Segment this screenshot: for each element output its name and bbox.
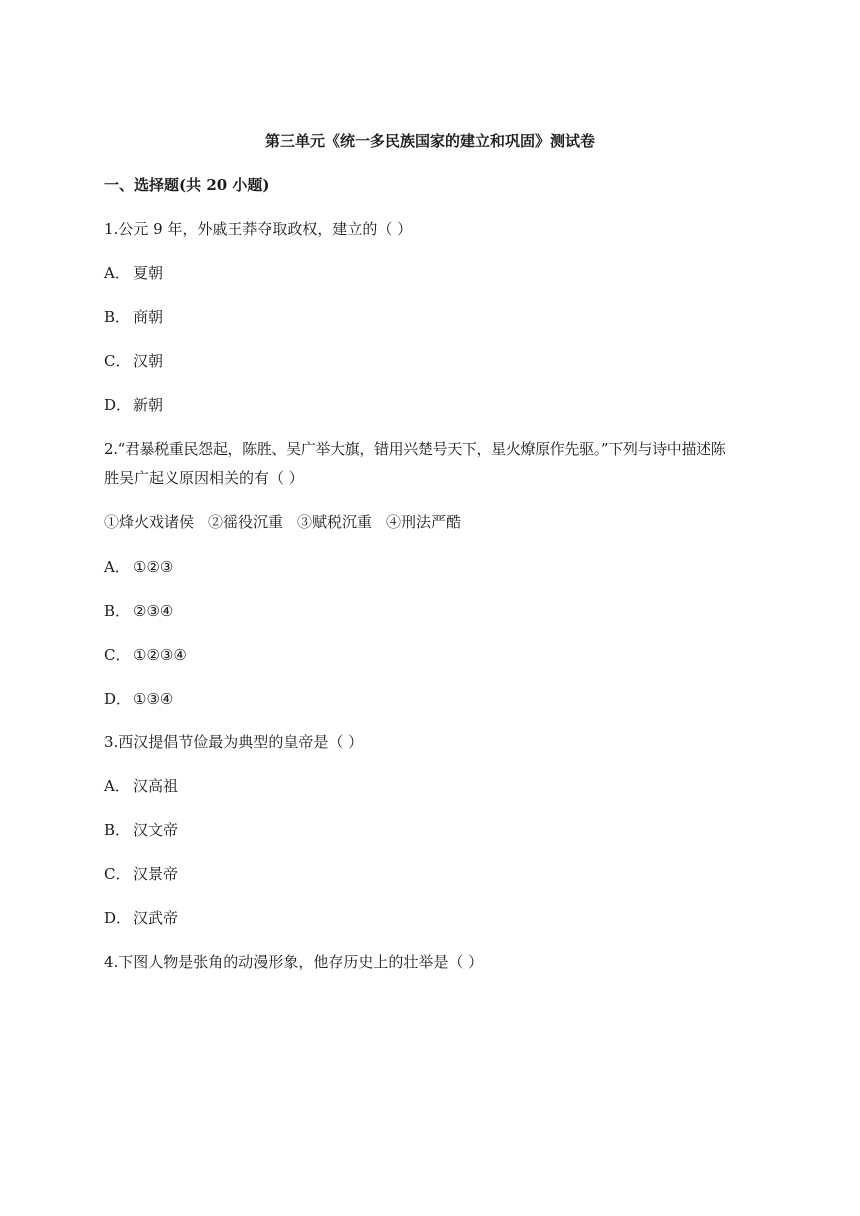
option-letter: A． bbox=[104, 558, 130, 576]
option-letter: A． bbox=[104, 264, 130, 282]
question-2-stem-line-1: 2.“君暴税重民怨起，陈胜、吴广举大旗，错用兴楚号天下，星火燎原作先驱。”下列与诗中描述陈 bbox=[104, 440, 726, 458]
question-4-stem: 4.下图人物是张角的动漫形象，他存历史上的壮举是（ ） bbox=[104, 953, 484, 971]
option-text: 汉高祖 bbox=[133, 777, 179, 795]
question-2-stem-line-2: 胜吴广起义原因相关的有（ ） bbox=[104, 469, 304, 487]
question-3-option-c[interactable] bbox=[104, 864, 764, 884]
question-1-option-d[interactable] bbox=[104, 395, 764, 415]
question-2-option-b[interactable] bbox=[104, 601, 764, 621]
question-3-option-d[interactable] bbox=[104, 908, 764, 928]
option-letter: B． bbox=[104, 602, 131, 620]
option-text: ①②③④ bbox=[133, 646, 187, 664]
question-3-option-b[interactable] bbox=[104, 820, 764, 840]
option-letter: D． bbox=[104, 909, 132, 927]
option-text: 夏朝 bbox=[133, 264, 164, 282]
option-letter: D． bbox=[104, 690, 132, 708]
option-text: 汉文帝 bbox=[133, 821, 179, 839]
question-1-option-c[interactable] bbox=[104, 351, 764, 371]
option-letter: B． bbox=[104, 308, 131, 326]
option-letter: C． bbox=[104, 646, 131, 664]
question-2-statements bbox=[104, 512, 764, 532]
statement-1: ①烽火戏诸侯 bbox=[104, 513, 195, 531]
option-text: 新朝 bbox=[133, 396, 164, 414]
statement-4: ④刑法严酷 bbox=[386, 513, 462, 531]
question-1-stem: 1.公元 9 年，外戚王莽夺取政权，建立的（ ） bbox=[104, 220, 413, 238]
option-letter: A． bbox=[104, 777, 130, 795]
section-heading: 一、选择题(共 20 小题) bbox=[104, 176, 270, 194]
option-letter: B． bbox=[104, 821, 131, 839]
option-text: ①③④ bbox=[133, 690, 174, 708]
option-text: ②③④ bbox=[133, 602, 174, 620]
question-3-stem: 3.西汉提倡节俭最为典型的皇帝是（ ） bbox=[104, 733, 364, 751]
question-1-option-b[interactable] bbox=[104, 307, 764, 327]
option-text: 汉景帝 bbox=[133, 865, 179, 883]
question-1-option-a[interactable] bbox=[104, 263, 764, 283]
question-2-option-c[interactable] bbox=[104, 645, 764, 665]
option-text: 汉武帝 bbox=[133, 909, 179, 927]
option-letter: D． bbox=[104, 396, 132, 414]
option-text: ①②③ bbox=[133, 558, 174, 576]
statement-2: ②徭役沉重 bbox=[208, 513, 284, 531]
option-letter: C． bbox=[104, 865, 131, 883]
option-text: 汉朝 bbox=[133, 352, 164, 370]
question-2-option-a[interactable] bbox=[104, 557, 764, 577]
statement-3: ③赋税沉重 bbox=[297, 513, 373, 531]
page-title: 第三单元《统一多民族国家的建立和巩固》测试卷 bbox=[264, 132, 595, 150]
question-3-option-a[interactable] bbox=[104, 776, 764, 796]
question-2-option-d[interactable] bbox=[104, 689, 764, 709]
option-letter: C． bbox=[104, 352, 131, 370]
option-text: 商朝 bbox=[133, 308, 164, 326]
